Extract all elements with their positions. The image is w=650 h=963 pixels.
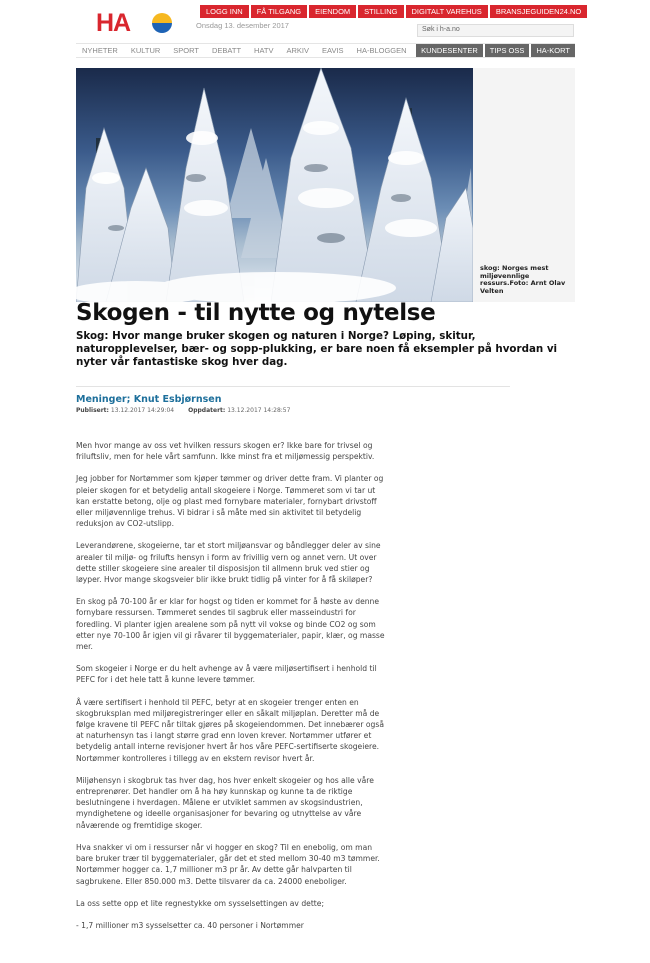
industry-guide-link[interactable]: BRANSJEGUIDEN24.NO: [490, 5, 587, 18]
article-title: Skogen - til nytte og nytelse: [76, 300, 436, 326]
login-link[interactable]: LOGG INN: [200, 5, 249, 18]
article-photo[interactable]: [76, 68, 473, 302]
paragraph: Leverandørene, skogeierne, tar et stort miljøansvar og båndlegger deler av sine arealer til miljø- og frilufts hensyn i form av frivillig vern og annet vern. Ut over dette stiller skogeiere sine arealer til disposisjon til allmenn bruk ved stier og løyper. Hvor mange skogsveier blir ikke brukt tidlig på vinter for å få skiløper?: [76, 541, 381, 585]
ha-logo[interactable]: [96, 10, 178, 36]
byline[interactable]: Meninger; Knut Esbjørnsen: [76, 394, 222, 405]
paragraph: Å være sertifisert i henhold til PEFC, betyr at en skogeier trenger enten en skogbruksplan med miljøregistreringer eller en såkalt miljøplan. Deretter må de følge kravene til PEFC når tiltak gjøres på skogeiendommen. Det innebærer også at naturhensyn tas i langt større grad enn loven krever. Nortømmer utfører et betydelig antall interne revisjoner hvert år hos våre PEFC-sertifiserte skogeiere. Nortømmer kontrolleres i tillegg av en ekstern revisor hvert år.: [76, 697, 384, 763]
published-label: Publisert:: [76, 407, 109, 414]
paragraph: En skog på 70-100 år er klar for hogst og tiden er kommet for å høste av denne fornybare ressursen. Tømmeret sendes til sagbruk eller masseindustri for foredling. Vi planter igjen arealene som på nytt vil vokse og binde CO2 og som etter nye 70-100 år igjen vil gi råvarer til byggematerialer, papir, klær, og masse mer.: [76, 597, 385, 652]
paragraph: - 1,7 millioner m3 sysselsetter ca. 40 personer i Nortømmer: [76, 920, 304, 930]
nav-blog[interactable]: HA-BLOGGEN: [356, 46, 407, 55]
paragraph: Hva snakker vi om i ressurser når vi hogger en skog? Til en enebolig, om man bare bruker trær til byggematerialer, går det et sted mellom 30-40 m3 tømmer. Nortømmer hogger ca. 1,7 millioner m3 pr år. Av dette går halvparten til sagbrukene. Eller 850.000 m3. Dette tilsvarer da ca. 24000 eneboliger.: [76, 842, 380, 886]
main-nav: [76, 43, 575, 58]
article-body: [76, 440, 386, 942]
nav-archive[interactable]: ARKIV: [286, 46, 309, 55]
logo-text: HA: [96, 9, 131, 37]
ha-card-button[interactable]: HA-KORT: [531, 44, 575, 57]
current-date: Onsdag 13. desember 2017: [196, 21, 289, 30]
nav-epaper[interactable]: EAVIS: [322, 46, 344, 55]
get-access-link[interactable]: FÅ TILGANG: [251, 5, 307, 18]
paragraph: Som skogeier i Norge er du helt avhenge av å være miljøsertifisert i henhold til PEFC for i det hele tatt å kunne levere tømmer.: [76, 664, 377, 685]
property-link[interactable]: EIENDOM: [309, 5, 356, 18]
published-time: 13.12.2017 14:29:04: [110, 407, 175, 414]
logo-sun-icon: [152, 13, 172, 33]
jobs-link[interactable]: STILLING: [358, 5, 403, 18]
photo-caption: skog: Norges mest miljøvennlige ressurs.Foto: Arnt Olav Velten: [480, 264, 566, 295]
digital-store-link[interactable]: DIGITALT VAREHUS: [406, 5, 488, 18]
search-input[interactable]: Søk i h-a.no: [417, 24, 574, 37]
paragraph: La oss sette opp et lite regnestykke om sysselsettingen av dette;: [76, 898, 325, 908]
divider: [76, 386, 510, 387]
nav-debate[interactable]: DEBATT: [212, 46, 242, 55]
published-info: [76, 407, 174, 414]
article-lead: Skog: Hvor mange bruker skogen og naturen i Norge? Løping, skitur, naturopplevelser, bær- og sopp-plukking, er bare noen få eksempler på hvordan vi nyter vår fantastiske skog hver dag.: [76, 330, 558, 368]
paragraph: Miljøhensyn i skogbruk tas hver dag, hos hver enkelt skogeier og hos alle våre entreprenører. Det handler om å ha høy kunnskap og kunne ta de riktige beslutningene i hverdagen. Målene er utviklet sammen av skogsindustrien, myndighetene og ideelle organisasjoner for bevaring og utnyttelse av våre nåværende og fremtidige skoger.: [76, 775, 374, 830]
updated-label: Oppdatert:: [188, 407, 226, 414]
paragraph: Jeg jobber for Nortømmer som kjøper tømmer og driver dette fram. Vi planter og pleier skogen for et betydelig antall skogeiere i Norge. Tømmeret som vi tar ut kan erstatte betong, olje og plast med fornybare materialer, fornybart drivstoff eller miljøvennlige trehus. Vi bidrar i så måte med sin aktivitet til betydelig reduksjon av CO2-utslipp.: [76, 474, 384, 529]
customer-center-button[interactable]: KUNDESENTER: [416, 44, 483, 57]
updated-time: 13.12.2017 14:28:57: [227, 407, 291, 414]
article-meta: [76, 407, 290, 414]
nav-culture[interactable]: KULTUR: [130, 46, 161, 55]
tips-button[interactable]: TIPS OSS: [485, 44, 530, 57]
paragraph: Men hvor mange av oss vet hvilken ressurs skogen er? Ikke bare for trivsel og friluftsliv, men for hele vårt samfunn. Ikke minst fra et miljømessig perspektiv.: [76, 441, 375, 462]
updated-info: [188, 407, 290, 414]
nav-news[interactable]: NYHETER: [82, 46, 118, 55]
nav-hatv[interactable]: HATV: [254, 46, 274, 55]
top-nav: [200, 5, 587, 18]
nav-sport[interactable]: SPORT: [173, 46, 199, 55]
